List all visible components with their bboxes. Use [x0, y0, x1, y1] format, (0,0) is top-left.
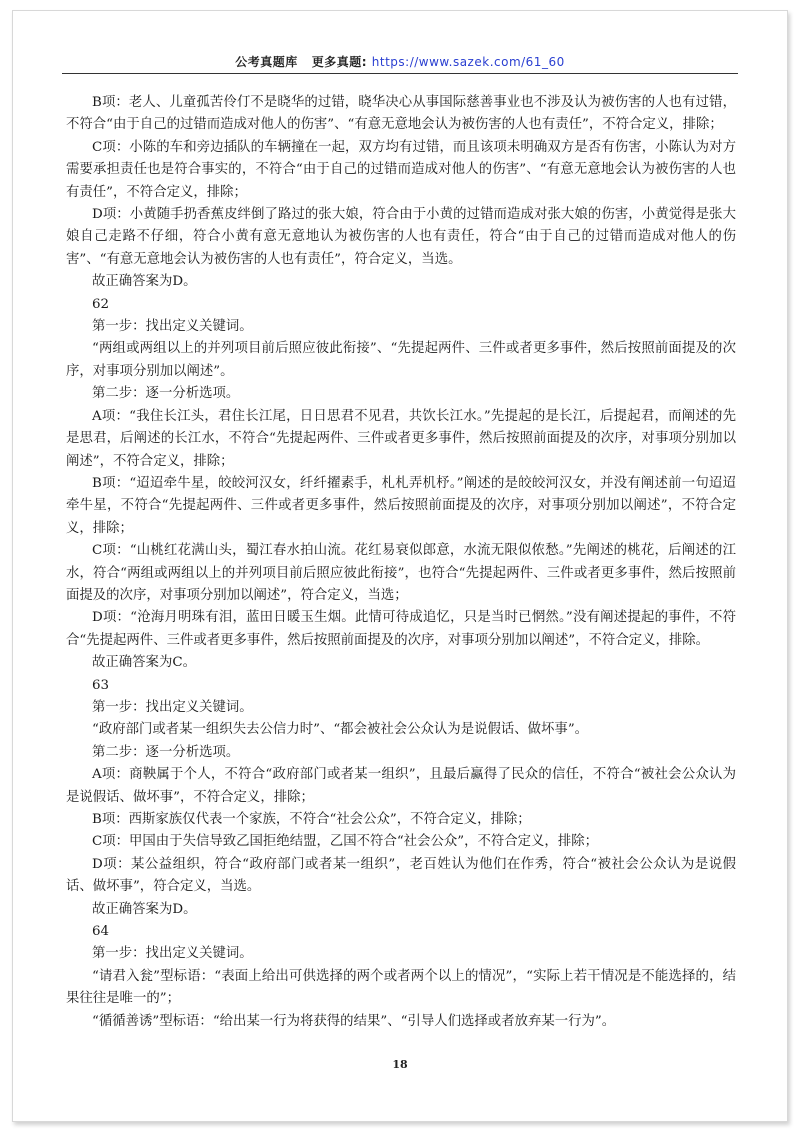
answer-line: 故正确答案为D。	[92, 274, 197, 290]
paragraph: D项：小黄随手扔香蕉皮绊倒了路过的张大娘，符合由于小黄的过错而造成对张大娘的伤害，小黄觉得是张大娘自己走路不仔细，符合小黄有意无意地认为被伤害的人也有责任，符合“由于自己的过错而造成对他人的伤害”、“有意无意地会认为被伤害的人也有责任”，符合定义，当选。	[66, 207, 736, 267]
paragraph: “请君入瓮”型标语：“表面上给出可供选择的两个或者两个以上的情况”，“实际上若干情况是不能选择的，结果往往是唯一的”；	[66, 968, 736, 1007]
step-heading: 第一步：找出定义关键词。	[92, 946, 253, 962]
paragraph: B项：“迢迢牵牛星，皎皎河汉女，纤纤擢素手，札札弄机杼。”阐述的是皎皎河汉女，并没有阐述前一句迢迢牵牛星，不符合“先提起两件、三件或者更多事件，然后按照前面提及的次序，对事项分别加以阐述”，不符合定义，排除；	[66, 475, 736, 536]
header-divider	[62, 73, 738, 74]
header-url-link[interactable]: https://www.sazek.com/61_60	[371, 55, 565, 69]
step-heading: 第一步：找出定义关键词。	[92, 699, 253, 715]
page-header	[0, 53, 800, 70]
paragraph: A项：“我住长江头，君住长江尾，日日思君不见君，共饮长江水。”先提起的是长江，后提起君，而阐述的先是思君，后阐述的长江水，不符合“先提起两件、三件或者更多事件，然后按照前面提及的次序，对事项分别加以阐述”，不符合定义，排除；	[66, 408, 736, 469]
header-right-label: 更多真题:	[311, 55, 368, 69]
paragraph: C项：甲国由于失信导致乙国拒绝结盟，乙国不符合“社会公众”，不符合定义，排除；	[92, 834, 598, 850]
step-heading: 第二步：逐一分析选项。	[92, 386, 240, 402]
document-body	[66, 92, 736, 1033]
page-number: 18	[392, 1058, 408, 1071]
paragraph: A项：商鞅属于个人，不符合“政府部门或者某一组织”，且最后赢得了民众的信任，不符合“被社会公众认为是说假话、做坏事”，不符合定义，排除；	[66, 767, 736, 805]
paragraph: “政府部门或者某一组织失去公信力时”、“都会被社会公众认为是说假话、做坏事”。	[92, 722, 589, 738]
paragraph: “两组或两组以上的并列项目前后照应彼此衔接”、“先提起两件、三件或者更多事件，然后按照前面提及的次序，对事项分别加以阐述”。	[66, 341, 736, 379]
paragraph: C项：“山桃红花满山头，蜀江春水拍山流。花红易衰似郎意，水流无限似侬愁。”先阐述的桃花，后阐述的江水，符合“两组或两组以上的并列项目前后照应彼此衔接”，也符合“先提起两件、三件或者更多事件，然后按照前面提及的次序，对事项分别加以阐述”，符合定义，当选；	[66, 543, 736, 603]
answer-line: 故正确答案为C。	[92, 655, 196, 671]
question-number: 64	[92, 924, 110, 940]
question-number: 63	[92, 677, 110, 693]
paragraph: D项：“沧海月明珠有泪，蓝田日暖玉生烟。此情可待成追忆，只是当时已惘然。”没有阐述提起的事件，不符合“先提起两件、三件或者更多事件，然后按照前面提及的次序，对事项分别加以阐述”，不符合定义，排除。	[66, 610, 736, 648]
paragraph: D项：某公益组织，符合“政府部门或者某一组织”，老百姓认为他们在作秀，符合“被社会公众认为是说假话、做坏事”，符合定义，当选。	[66, 856, 736, 895]
paragraph: B项：老人、儿童孤苦伶仃不是晓华的过错，晓华决心从事国际慈善事业也不涉及认为被伤害的人也有过错，不符合“由于自己的过错而造成对他人的伤害”、“有意无意地会认为被伤害的人也有责任”，不符合定义，排除；	[66, 95, 736, 133]
paragraph: “循循善诱”型标语：“给出某一行为将获得的结果”、“引导人们选择或者放弃某一行为”。	[92, 1013, 616, 1029]
header-left-label: 公考真题库	[235, 55, 298, 69]
step-heading: 第一步：找出定义关键词。	[92, 319, 253, 335]
question-number: 62	[92, 296, 110, 312]
step-heading: 第二步：逐一分析选项。	[92, 744, 240, 760]
paragraph: C项：小陈的车和旁边插队的车辆撞在一起，双方均有过错，而且该项未明确双方是否有伤害，小陈认为对方需要承担责任也是符合事实的，不符合“由于自己的过错而造成对他人的伤害”、“有意无意地会认为被伤害的人也有责任”，不符合定义，排除；	[66, 139, 736, 200]
paragraph: B项：西斯家族仅代表一个家族，不符合“社会公众”，不符合定义，排除；	[92, 812, 531, 827]
answer-line: 故正确答案为D。	[92, 901, 197, 917]
